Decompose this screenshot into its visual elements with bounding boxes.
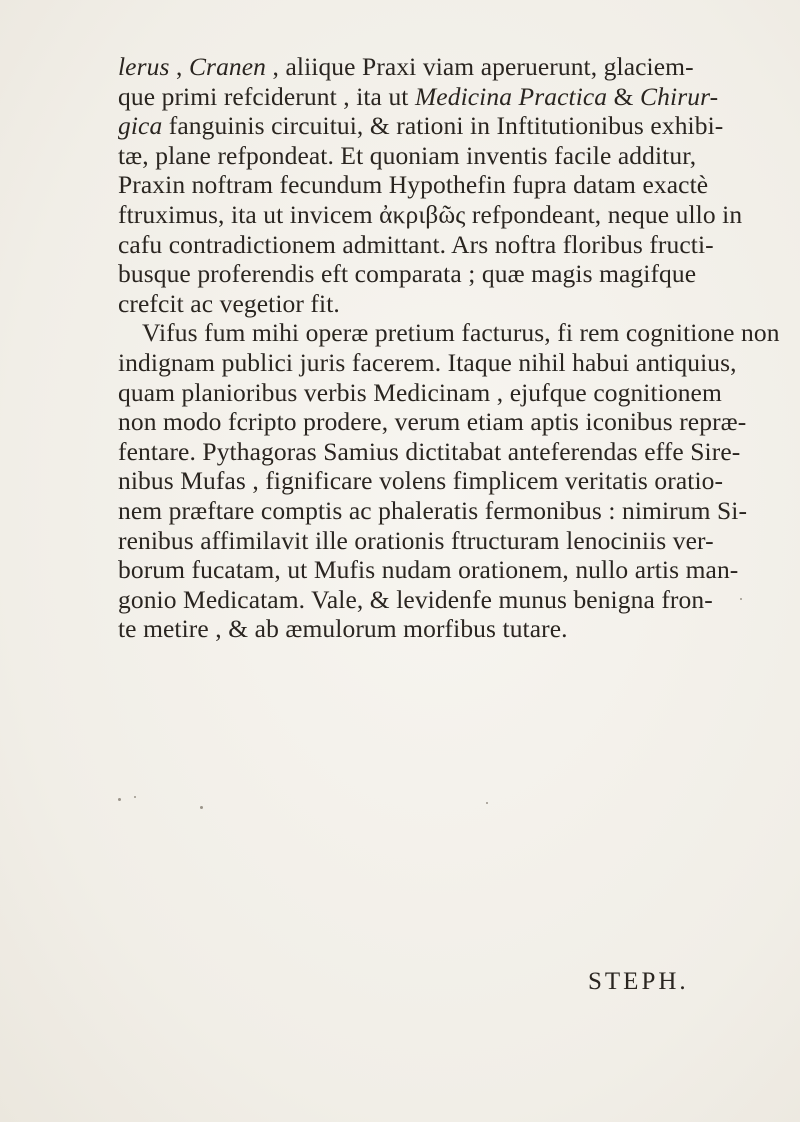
text-line bbox=[118, 407, 790, 437]
text-line bbox=[118, 170, 790, 200]
italic-text: lerus bbox=[118, 52, 170, 81]
text-run: , bbox=[169, 52, 189, 81]
italic-text: gica bbox=[118, 111, 163, 141]
catchword: STEPH. bbox=[588, 968, 689, 995]
italic-text: Cranen bbox=[188, 52, 267, 81]
ink-speck bbox=[118, 798, 121, 801]
text-line bbox=[118, 348, 790, 378]
text-run: indignam publici juris facerem. Itaque nihil habui antiquius, bbox=[118, 347, 737, 377]
text-line bbox=[118, 141, 790, 171]
text-line bbox=[118, 378, 790, 408]
text-line bbox=[118, 614, 790, 644]
text-line bbox=[118, 585, 790, 615]
text-line bbox=[118, 526, 790, 556]
ink-speck bbox=[740, 598, 742, 600]
text-run: busque proferendis eft comparata ; quæ magis magifque bbox=[118, 259, 697, 289]
text-run: , aliique Praxi viam aperuerunt, glaciem- bbox=[266, 52, 694, 81]
ink-speck bbox=[200, 806, 203, 809]
text-line bbox=[118, 230, 790, 260]
text-run: gonio Medicatam. Vale, & levidenfe munus benigna fron- bbox=[118, 584, 713, 614]
text-run: non modo fcripto prodere, verum etiam aptis iconibus repræ- bbox=[118, 407, 747, 437]
text-run: tæ, plane refpondeat. Et quoniam inventis facile additur, bbox=[118, 140, 697, 170]
text-line bbox=[118, 318, 790, 348]
italic-text: Chirur- bbox=[640, 81, 719, 111]
text-line bbox=[118, 555, 790, 585]
text-line bbox=[118, 52, 790, 82]
text-run: & bbox=[607, 81, 641, 111]
text-run: crefcit ac vegetior fit. bbox=[118, 288, 340, 318]
text-line bbox=[118, 466, 790, 496]
text-line bbox=[118, 82, 790, 112]
text-run: fentare. Pythagoras Samius dictitabat anteferendas effe Sire- bbox=[118, 436, 741, 466]
text-run: borum fucatam, ut Mufis nudam orationem, nullo artis man- bbox=[118, 555, 739, 585]
text-line bbox=[118, 259, 790, 289]
italic-text: Medicina Practica bbox=[414, 81, 608, 111]
ink-speck bbox=[486, 802, 488, 804]
text-run: quam planioribus verbis Medicinam , ejufque cognitionem bbox=[118, 377, 722, 407]
text-line bbox=[118, 289, 790, 319]
text-line bbox=[118, 200, 790, 230]
text-line bbox=[118, 437, 790, 467]
text-line bbox=[118, 496, 790, 526]
text-run: Praxin noftram fecundum Hypothefin fupra datam exactè bbox=[118, 170, 709, 200]
preface-text bbox=[118, 52, 790, 644]
text-run: fanguinis circuitui, & rationi in Inftitutionibus exhibi- bbox=[162, 111, 724, 141]
text-run: cafu contradictionem admittant. Ars noftra floribus fructi- bbox=[118, 229, 714, 259]
text-run: nibus Mufas , fignificare volens fimplicem veritatis oratio- bbox=[118, 466, 724, 496]
text-line bbox=[118, 111, 790, 141]
text-run: ftruximus, ita ut invicem ἀκριβῶς refpondeant, neque ullo in bbox=[118, 199, 743, 229]
ink-speck bbox=[134, 796, 136, 798]
text-run: renibus affimilavit ille orationis ftructuram lenociniis ver- bbox=[118, 525, 714, 555]
text-run: que primi refciderunt , ita ut bbox=[118, 81, 415, 111]
text-run: Vifus fum mihi operæ pretium facturus, fi rem cognitione non bbox=[142, 318, 780, 348]
text-run: te metire , & ab æmulorum morfibus tutare. bbox=[118, 614, 568, 644]
text-run: nem præftare comptis ac phaleratis fermonibus : nimirum Si- bbox=[118, 495, 748, 525]
